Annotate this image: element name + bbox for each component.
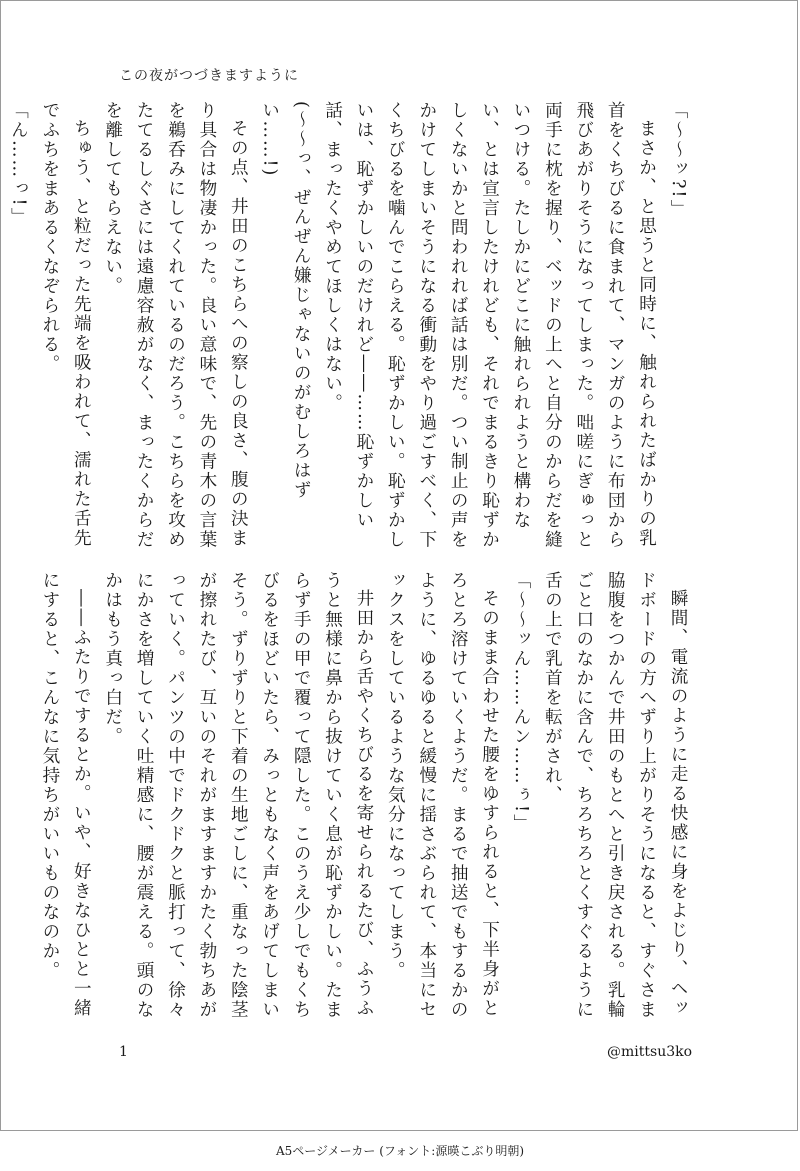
paragraph: 「ん……っ!」 bbox=[8, 101, 29, 227]
paragraph: まさか、と思うと同時に、触れられたばかりの乳首をくちびるに食まれて、マンガのように布団から飛びあがりそうになってしまった。咄嗟にぎゅっと両手に枕を握り、ベッドの上へと自分のからだを縫いつける。たしかにどこに触れられようと構わない、とは宣言したけれども、それでまるきり恥ずかしくないかと問われれば話は別だ。つい制止の声をかけてしまいそうになる衝動をやり過ごすべく、下くちびるを噛んでこらえる。恥ずかしい。恥ずかしいは、恥ずかしいのだけれど――……恥ずかしい話、まったくやめてほしくはない。 bbox=[322, 101, 657, 550]
paragraph: 「〜〜ッん……んン……ぅ!」 bbox=[510, 571, 531, 834]
paragraph: そのまま合わせた腰をゆすられると、下半身がとろとろ溶けていくようだ。まるで抽送でもするかのように、ゆるゆると緩慢に揺さぶられて、本当にセックスをしているような気分になってしまう。 bbox=[385, 571, 500, 1020]
text-block-bottom bbox=[39, 571, 693, 1021]
paragraph: 瞬間、電流のように走る快感に身をよじり、ヘッドボードの方へずり上がりそうになると、すぐさま脇腹をつかんで井田のもとへと引き戻される。乳輪ごと口のなかに含んで、ちろちろとくすぐるように舌の上で乳首を転がされ、 bbox=[542, 571, 688, 1020]
page-number: 1 bbox=[119, 1044, 128, 1060]
footer-caption: A5ページメーカー (フォント:源暎こぶり明朝) bbox=[275, 1144, 525, 1158]
text-block-top bbox=[8, 101, 693, 551]
paragraph: (〜〜っ、ぜんぜん嫌じゃないのがむしろはずい……!) bbox=[259, 101, 312, 500]
paragraph: 井田から舌やくちびるを寄せられるたび、ふうふうと無様に鼻から抜けていく息が恥ずかしい。たまらず手の甲で覆って隠した。このうえ少しでもくちびるをほどいたら、みっともなく声をあげてしまいそう。ずりずりと下着の生地ごしに、重なった陰茎が擦れたび、互いのそれがますますかたく勃ちあがっていく。パンツの中でドクドクと脈打って、徐々にかさを増していく吐精感に、腰が震える。頭のなかはもう真っ白だ。 bbox=[102, 571, 374, 1020]
paragraph: ちゅう、と粒だった先端を吸われて、濡れた舌先でふちをまあるくなぞられる。 bbox=[39, 101, 92, 548]
author-handle: @mittsu3ko bbox=[607, 1044, 693, 1060]
story-title: この夜がつづきますように bbox=[119, 68, 299, 84]
paragraph: ――ふたりでするとか。いや、好きなひとと一緒にすると、こんなに気持ちがいいものなのか。 bbox=[39, 571, 92, 1018]
paragraph: その点、井田のこちらへの察しの良さ、腹の決まり具合は物凄かった。良い意味で、先の青木の言葉を鵜呑みにしてくれているのだろう。こちらを攻めたてるしぐさには遠慮容赦がなく、まったくからだを離してもらえない。 bbox=[102, 101, 249, 550]
paragraph: 「〜〜ッ?!」 bbox=[668, 101, 688, 219]
